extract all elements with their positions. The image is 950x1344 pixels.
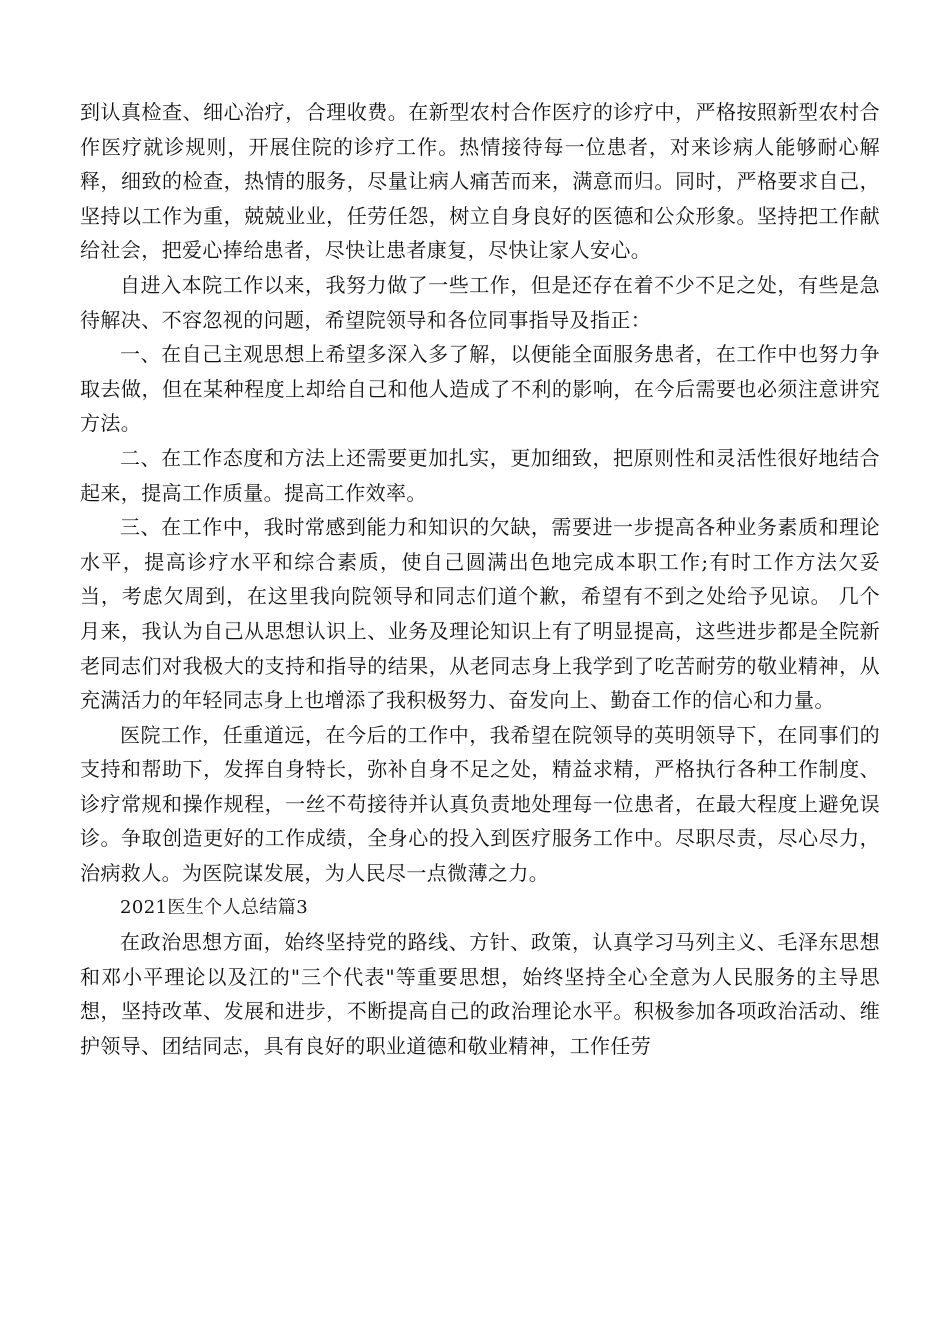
paragraph-1: 到认真检查、细心治疗，合理收费。在新型农村合作医疗的诊疗中，严格按照新型农村合作医疗就诊规则，开展住院的诊疗工作。热情接待每一位患者，对来诊病人能够耐心解释，细致的检查，热情的服务，尽量让病人痛苦而来，满意而归。同时，严格要求自己，坚持以工作为重，兢兢业业，任劳任怨，树立自身良好的医德和公众形象。坚持把工作献给社会，把爱心捧给患者，尽快让患者康复，尽快让家人安心。 xyxy=(80,100,880,263)
paragraph-7: 在政治思想方面，始终坚持党的路线、方针、政策，认真学习马列主义、毛泽东思想和邓小平理论以及江的"三个代表"等重要思想，始终坚持全心全意为人民服务的主导思想，坚持改革、发展和进步，不断提高自己的政治理论水平。积极参加各项政治活动、维护领导、团结同志，具有良好的职业道德和敬业精神，工作任劳 xyxy=(80,930,880,1059)
section-heading: 2021医生个人总结篇3 xyxy=(120,896,309,918)
paragraph-2: 自进入本院工作以来，我努力做了一些工作，但是还存在着不少不足之处，有些是急待解决、不容忽视的问题，希望院领导和各位同事指导及指正： xyxy=(80,272,880,332)
paragraph-5: 三、在工作中，我时常感到能力和知识的欠缺，需要进一步提高各种业务素质和理论水平，提高诊疗水平和综合素质，使自己圆满出色地完成本职工作;有时工作方法欠妥当，考虑欠周到，在这里我向院领导和同志们道个歉，希望有不到之处给予见谅。 几个月来，我认为自己从思想认识上、业务及理论知识上有了明显提高，这些进步都是全院新老同志们对我极大的支持和指导的结果，从老同志身上我学到了吃苦耐劳的敬业精神，从充满活力的年轻同志身上也增添了我积极努力、奋发向上、勤奋工作的信心和力量。 xyxy=(80,515,881,713)
paragraph-6: 医院工作，任重道远，在今后的工作中，我希望在院领导的英明领导下，在同事们的支持和帮助下，发挥自身特长，弥补自身不足之处，精益求精，严格执行各种工作制度、诊疗常规和操作规程，一丝不苟接待并认真负责地处理每一位患者，在最大程度上避免误诊。争取创造更好的工作成绩，全身心的投入到医疗服务工作中。尽职尽责，尽心尽力，治病救人。为医院谋发展，为人民尽一点微薄之力。 xyxy=(80,722,880,886)
paragraph-4: 二、在工作态度和方法上还需要更加扎实，更加细致，把原则性和灵活性很好地结合起来，提高工作质量。提高工作效率。 xyxy=(80,445,880,505)
paragraph-3: 一、在自己主观思想上希望多深入多了解，以便能全面服务患者，在工作中也努力争取去做，但在某种程度上却给自己和他人造成了不利的影响，在今后需要也必须注意讲究方法。 xyxy=(80,342,880,436)
document-page xyxy=(80,95,880,1064)
